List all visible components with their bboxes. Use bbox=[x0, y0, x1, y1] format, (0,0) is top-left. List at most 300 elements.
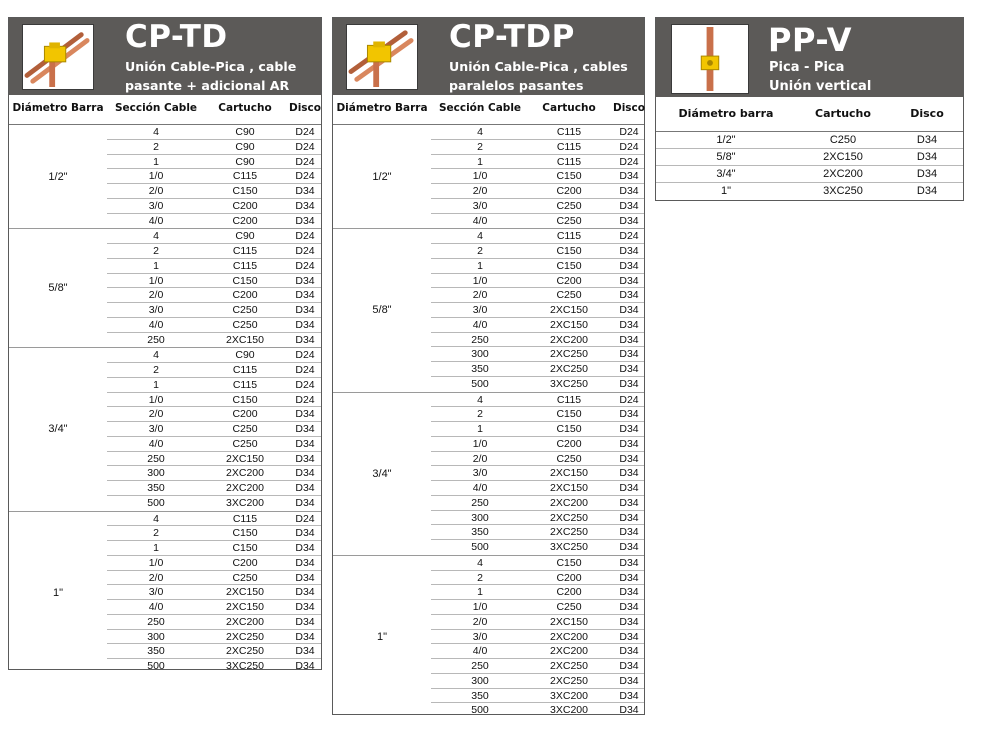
cartucho-cell: 2XC150 bbox=[550, 318, 588, 331]
seccion-cable-cell: 4/0 bbox=[472, 645, 488, 658]
table-row bbox=[431, 452, 644, 467]
table-row bbox=[107, 274, 321, 289]
cartucho-cell: C200 bbox=[232, 289, 258, 302]
cartucho-cell: C200 bbox=[556, 437, 582, 450]
disco-cell: D34 bbox=[619, 259, 639, 272]
disco-cell: D34 bbox=[619, 645, 639, 658]
disco-cell: D34 bbox=[295, 408, 315, 421]
table-row bbox=[107, 615, 321, 630]
cartucho-cell: C250 bbox=[232, 571, 258, 584]
table-row bbox=[431, 377, 644, 392]
cartucho-cell: 2XC250 bbox=[550, 674, 588, 687]
cartucho-cell: 2XC250 bbox=[550, 511, 588, 524]
cartucho-cell: 3XC250 bbox=[550, 541, 588, 553]
cartucho-cell: 2XC250 bbox=[550, 348, 588, 361]
disco-cell: D34 bbox=[619, 496, 639, 509]
diametro-cell: 1" bbox=[720, 185, 732, 197]
cp-td-panel bbox=[8, 17, 322, 670]
cartucho-cell: C150 bbox=[556, 423, 582, 435]
cp-tdp-subtitle-line-2: paralelos pasantes bbox=[449, 78, 584, 93]
cp-tdp-header bbox=[333, 18, 644, 95]
table-row bbox=[107, 184, 321, 199]
table-row bbox=[107, 452, 321, 467]
disco-cell: D34 bbox=[295, 199, 315, 212]
col-header-disco: Disco bbox=[288, 102, 321, 114]
table-row bbox=[431, 140, 644, 155]
cartucho-cell: C250 bbox=[232, 318, 258, 331]
cp-tdp-panel bbox=[332, 17, 645, 715]
cartucho-cell: C115 bbox=[556, 140, 582, 153]
seccion-cable-cell: 1 bbox=[477, 155, 483, 168]
disco-cell: D34 bbox=[619, 541, 639, 553]
table-row bbox=[431, 407, 644, 422]
pp-v-header bbox=[656, 18, 963, 97]
disco-cell: D34 bbox=[619, 199, 639, 212]
diameter-label: 1" bbox=[376, 630, 388, 643]
diametro-cell: 5/8" bbox=[716, 151, 736, 163]
seccion-cable-cell: 500 bbox=[147, 660, 165, 672]
seccion-cable-cell: 4/0 bbox=[148, 601, 164, 613]
seccion-cable-cell: 4/0 bbox=[148, 437, 164, 450]
disco-cell: D34 bbox=[619, 245, 639, 257]
table-row bbox=[107, 437, 321, 452]
seccion-cable-cell: 300 bbox=[471, 674, 489, 687]
table-row bbox=[107, 363, 321, 378]
cartucho-cell: C90 bbox=[235, 230, 255, 243]
cp-td-product-image bbox=[22, 24, 94, 90]
disco-cell: D34 bbox=[619, 304, 639, 316]
disco-cell: D34 bbox=[619, 289, 639, 302]
table-row bbox=[431, 703, 644, 718]
disco-cell: D34 bbox=[619, 482, 639, 494]
seccion-cable-cell: 4 bbox=[477, 126, 483, 138]
cartucho-cell: 2XC200 bbox=[226, 482, 264, 494]
table-row bbox=[107, 571, 321, 586]
cartucho-cell: C115 bbox=[232, 378, 258, 391]
table-row bbox=[107, 644, 321, 659]
seccion-cable-cell: 1/0 bbox=[148, 274, 164, 287]
disco-cell: D34 bbox=[295, 304, 315, 316]
col-header-diametro: Diámetro Barra bbox=[336, 102, 428, 114]
seccion-cable-cell: 3/0 bbox=[472, 199, 488, 212]
cartucho-cell: C200 bbox=[556, 274, 582, 287]
table-row bbox=[107, 526, 321, 541]
seccion-cable-cell: 350 bbox=[147, 482, 165, 494]
cartucho-cell: 2XC200 bbox=[226, 467, 264, 480]
table-row bbox=[107, 288, 321, 303]
seccion-cable-cell: 2 bbox=[153, 527, 159, 540]
disco-cell: D24 bbox=[295, 512, 315, 525]
seccion-cable-cell: 300 bbox=[471, 348, 489, 361]
disco-cell: D34 bbox=[295, 274, 315, 287]
table-row bbox=[656, 149, 963, 166]
cartucho-cell: C200 bbox=[556, 571, 582, 584]
seccion-cable-cell: 4/0 bbox=[148, 214, 164, 227]
cartucho-cell: 2XC250 bbox=[226, 630, 264, 643]
cartucho-cell: C200 bbox=[232, 199, 258, 212]
disco-cell: D34 bbox=[619, 467, 639, 480]
disco-cell: D34 bbox=[295, 542, 315, 554]
seccion-cable-cell: 300 bbox=[471, 511, 489, 524]
cp-tdp-table-header bbox=[333, 95, 644, 125]
disco-cell: D34 bbox=[916, 134, 938, 146]
seccion-cable-cell: 4 bbox=[477, 393, 483, 406]
table-row bbox=[431, 318, 644, 333]
seccion-cable-cell: 2 bbox=[477, 408, 483, 421]
cp-td-subtitle-line-2: pasante + adicional AR bbox=[125, 78, 290, 93]
cartucho-cell: C115 bbox=[556, 393, 582, 406]
table-row bbox=[107, 496, 321, 511]
disco-cell: D24 bbox=[295, 126, 315, 138]
disco-cell: D24 bbox=[619, 140, 639, 153]
seccion-cable-cell: 1 bbox=[153, 155, 159, 168]
cartucho-cell: C115 bbox=[556, 126, 582, 138]
seccion-cable-cell: 4 bbox=[153, 349, 159, 362]
disco-cell: D34 bbox=[619, 170, 639, 183]
table-row bbox=[431, 393, 644, 408]
table-row bbox=[431, 615, 644, 630]
cartucho-cell: 3XC200 bbox=[550, 704, 588, 717]
disco-cell: D24 bbox=[295, 378, 315, 391]
disco-cell: D34 bbox=[295, 496, 315, 509]
diameter-group bbox=[333, 125, 644, 229]
seccion-cable-cell: 1/0 bbox=[148, 170, 164, 183]
cartucho-cell: 2XC200 bbox=[550, 630, 588, 643]
cartucho-cell: 2XC200 bbox=[550, 496, 588, 509]
seccion-cable-cell: 1 bbox=[477, 423, 483, 435]
disco-cell: D34 bbox=[619, 601, 639, 613]
table-row bbox=[431, 496, 644, 511]
cp-td-subtitle bbox=[125, 57, 296, 95]
table-row bbox=[107, 140, 321, 155]
cartucho-cell: C250 bbox=[232, 437, 258, 450]
pp-v-table-body bbox=[656, 132, 963, 200]
table-row bbox=[431, 422, 644, 437]
cartucho-cell: C150 bbox=[556, 556, 582, 569]
disco-cell: D24 bbox=[295, 245, 315, 257]
disco-cell: D34 bbox=[295, 437, 315, 450]
disco-cell: D34 bbox=[619, 526, 639, 539]
diameter-group bbox=[9, 125, 321, 229]
seccion-cable-cell: 1/0 bbox=[472, 274, 488, 287]
col-header-disco: Disco bbox=[910, 107, 944, 120]
table-row bbox=[107, 348, 321, 363]
disco-cell: D34 bbox=[619, 615, 639, 628]
cartucho-cell: 2XC250 bbox=[550, 660, 588, 672]
disco-cell: D24 bbox=[295, 170, 315, 183]
seccion-cable-cell: 350 bbox=[471, 363, 489, 375]
seccion-cable-cell: 2/0 bbox=[148, 289, 164, 302]
table-row bbox=[431, 556, 644, 571]
disco-cell: D24 bbox=[295, 393, 315, 406]
seccion-cable-cell: 3/0 bbox=[472, 467, 488, 480]
diameter-label: 1/2" bbox=[372, 170, 392, 183]
cartucho-cell: C250 bbox=[829, 134, 857, 146]
disco-cell: D34 bbox=[295, 333, 315, 346]
table-row bbox=[431, 333, 644, 348]
cartucho-cell: C200 bbox=[232, 556, 258, 569]
seccion-cable-cell: 250 bbox=[471, 496, 489, 509]
cartucho-cell: C115 bbox=[232, 170, 258, 183]
table-row bbox=[431, 481, 644, 496]
table-row bbox=[107, 600, 321, 615]
disco-cell: D24 bbox=[295, 364, 315, 376]
table-row bbox=[431, 184, 644, 199]
table-row bbox=[431, 630, 644, 645]
seccion-cable-cell: 2 bbox=[153, 140, 159, 153]
disco-cell: D34 bbox=[916, 151, 938, 163]
cartucho-cell: 2XC200 bbox=[823, 168, 863, 180]
cartucho-cell: C90 bbox=[235, 126, 255, 138]
cartucho-cell: 2XC150 bbox=[226, 333, 264, 346]
table-row bbox=[107, 229, 321, 244]
pp-v-table-header bbox=[656, 97, 963, 132]
seccion-cable-cell: 4 bbox=[153, 230, 159, 243]
seccion-cable-cell: 2/0 bbox=[148, 185, 164, 197]
seccion-cable-cell: 250 bbox=[147, 615, 165, 628]
table-row bbox=[107, 259, 321, 274]
cartucho-cell: C250 bbox=[232, 304, 258, 316]
disco-cell: D34 bbox=[295, 601, 315, 613]
table-row bbox=[431, 347, 644, 362]
disco-cell: D34 bbox=[619, 556, 639, 569]
table-row bbox=[107, 303, 321, 318]
col-header-disco: Disco bbox=[612, 102, 645, 114]
disco-cell: D34 bbox=[295, 630, 315, 643]
diametro-cell: 3/4" bbox=[716, 168, 736, 180]
cp-tdp-table-body bbox=[333, 125, 644, 718]
cartucho-cell: C150 bbox=[556, 170, 582, 183]
seccion-cable-cell: 3/0 bbox=[148, 304, 164, 316]
disco-cell: D34 bbox=[619, 377, 639, 390]
seccion-cable-cell: 3/0 bbox=[148, 423, 164, 435]
disco-cell: D34 bbox=[295, 423, 315, 435]
table-row bbox=[431, 571, 644, 586]
table-row bbox=[431, 585, 644, 600]
cartucho-cell: 2XC150 bbox=[823, 151, 863, 163]
seccion-cable-cell: 2/0 bbox=[148, 408, 164, 421]
table-row bbox=[431, 214, 644, 229]
table-row bbox=[431, 274, 644, 289]
seccion-cable-cell: 2 bbox=[153, 364, 159, 376]
cartucho-cell: 2XC250 bbox=[550, 363, 588, 375]
pp-v-product-image bbox=[671, 24, 749, 94]
diameter-group bbox=[9, 229, 321, 348]
cartucho-cell: C200 bbox=[232, 408, 258, 421]
cartucho-cell: C150 bbox=[232, 393, 258, 406]
table-row bbox=[656, 183, 963, 200]
table-row bbox=[107, 169, 321, 184]
seccion-cable-cell: 1/0 bbox=[472, 170, 488, 183]
table-row bbox=[431, 437, 644, 452]
table-row bbox=[431, 511, 644, 526]
table-row bbox=[107, 125, 321, 140]
seccion-cable-cell: 250 bbox=[471, 660, 489, 672]
pp-v-subtitle bbox=[769, 58, 871, 96]
cartucho-cell: C115 bbox=[556, 230, 582, 243]
disco-cell: D34 bbox=[295, 645, 315, 658]
seccion-cable-cell: 1/0 bbox=[148, 556, 164, 569]
table-row bbox=[107, 333, 321, 348]
cartucho-cell: C150 bbox=[556, 259, 582, 272]
col-header-diametro: Diámetro Barra bbox=[12, 102, 104, 114]
seccion-cable-cell: 1 bbox=[153, 542, 159, 554]
disco-cell: D34 bbox=[295, 318, 315, 331]
table-row bbox=[431, 674, 644, 689]
cp-td-header bbox=[9, 18, 321, 95]
cartucho-cell: 2XC200 bbox=[226, 615, 264, 628]
cartucho-cell: 2XC150 bbox=[550, 615, 588, 628]
table-row bbox=[107, 199, 321, 214]
seccion-cable-cell: 2 bbox=[477, 140, 483, 153]
table-row bbox=[107, 630, 321, 645]
cartucho-cell: C90 bbox=[235, 155, 255, 168]
disco-cell: D24 bbox=[295, 155, 315, 168]
seccion-cable-cell: 2/0 bbox=[472, 185, 488, 197]
cartucho-cell: C200 bbox=[556, 185, 582, 197]
disco-cell: D34 bbox=[295, 214, 315, 227]
pp-v-subtitle-line-2: Unión vertical bbox=[769, 79, 872, 94]
disco-cell: D34 bbox=[295, 482, 315, 494]
table-row bbox=[107, 466, 321, 481]
disco-cell: D34 bbox=[619, 185, 639, 197]
disco-cell: D24 bbox=[619, 230, 639, 243]
cp-td-table-body bbox=[9, 125, 321, 674]
disco-cell: D34 bbox=[619, 423, 639, 435]
disco-cell: D34 bbox=[619, 363, 639, 375]
table-row bbox=[431, 659, 644, 674]
seccion-cable-cell: 350 bbox=[471, 689, 489, 702]
seccion-cable-cell: 250 bbox=[147, 452, 165, 465]
disco-cell: D34 bbox=[619, 452, 639, 465]
pp-v-title: PP-V bbox=[768, 21, 853, 59]
disco-cell: D34 bbox=[619, 660, 639, 672]
seccion-cable-cell: 2 bbox=[477, 571, 483, 584]
col-header-diametro: Diámetro barra bbox=[678, 107, 774, 120]
table-row bbox=[107, 244, 321, 259]
cartucho-cell: C250 bbox=[556, 289, 582, 302]
cartucho-cell: C115 bbox=[232, 259, 258, 272]
disco-cell: D24 bbox=[295, 259, 315, 272]
seccion-cable-cell: 3/0 bbox=[148, 586, 164, 599]
cartucho-cell: C115 bbox=[556, 155, 582, 168]
table-row bbox=[431, 525, 644, 540]
cartucho-cell: C150 bbox=[232, 542, 258, 554]
disco-cell: D34 bbox=[619, 586, 639, 599]
seccion-cable-cell: 3/0 bbox=[472, 630, 488, 643]
cartucho-cell: 2XC150 bbox=[226, 586, 264, 599]
table-row bbox=[431, 244, 644, 259]
col-header-cartucho: Cartucho bbox=[218, 102, 272, 114]
pp-v-panel bbox=[655, 17, 964, 201]
disco-cell: D34 bbox=[619, 689, 639, 702]
table-row bbox=[107, 407, 321, 422]
table-row bbox=[431, 689, 644, 704]
disco-cell: D24 bbox=[295, 140, 315, 153]
cartucho-cell: C250 bbox=[556, 199, 582, 212]
diameter-group bbox=[333, 393, 644, 556]
col-header-seccion: Sección Cable bbox=[114, 102, 198, 114]
diameter-label: 5/8" bbox=[48, 282, 68, 295]
seccion-cable-cell: 300 bbox=[147, 630, 165, 643]
cartucho-cell: C150 bbox=[556, 408, 582, 421]
seccion-cable-cell: 250 bbox=[471, 333, 489, 346]
table-row bbox=[431, 125, 644, 140]
table-row bbox=[107, 422, 321, 437]
seccion-cable-cell: 2/0 bbox=[472, 615, 488, 628]
table-row bbox=[107, 556, 321, 571]
disco-cell: D34 bbox=[619, 511, 639, 524]
disco-cell: D34 bbox=[619, 674, 639, 687]
seccion-cable-cell: 4/0 bbox=[472, 482, 488, 494]
cp-td-subtitle-line-1: Unión Cable-Pica , cable bbox=[125, 59, 297, 74]
disco-cell: D34 bbox=[295, 452, 315, 465]
table-row bbox=[107, 481, 321, 496]
seccion-cable-cell: 2/0 bbox=[472, 452, 488, 465]
disco-cell: D34 bbox=[619, 408, 639, 421]
table-row bbox=[656, 166, 963, 183]
cp-td-table-header bbox=[9, 95, 321, 125]
seccion-cable-cell: 4 bbox=[153, 126, 159, 138]
table-row bbox=[431, 199, 644, 214]
cartucho-cell: 3XC200 bbox=[550, 689, 588, 702]
disco-cell: D34 bbox=[619, 437, 639, 450]
table-row bbox=[656, 132, 963, 149]
seccion-cable-cell: 1 bbox=[153, 259, 159, 272]
cartucho-cell: C200 bbox=[556, 586, 582, 599]
diameter-label: 3/4" bbox=[48, 423, 68, 436]
disco-cell: D34 bbox=[295, 571, 315, 584]
table-row bbox=[431, 169, 644, 184]
table-row bbox=[107, 512, 321, 527]
seccion-cable-cell: 350 bbox=[147, 645, 165, 658]
disco-cell: D34 bbox=[619, 318, 639, 331]
col-header-cartucho: Cartucho bbox=[815, 107, 871, 120]
diametro-cell: 1/2" bbox=[716, 134, 736, 146]
cartucho-cell: C150 bbox=[232, 527, 258, 540]
disco-cell: D34 bbox=[916, 168, 938, 180]
cartucho-cell: 2XC150 bbox=[550, 304, 588, 316]
cp-tdp-title: CP-TDP bbox=[449, 19, 575, 55]
cartucho-cell: C115 bbox=[232, 245, 258, 257]
cartucho-cell: C200 bbox=[232, 214, 258, 227]
disco-cell: D34 bbox=[916, 185, 938, 197]
diameter-group bbox=[333, 229, 644, 392]
table-row bbox=[431, 259, 644, 274]
cartucho-cell: 2XC250 bbox=[226, 645, 264, 658]
cp-tdp-subtitle bbox=[449, 57, 628, 95]
table-row bbox=[107, 155, 321, 170]
disco-cell: D34 bbox=[619, 704, 639, 717]
cartucho-cell: C115 bbox=[232, 512, 258, 525]
seccion-cable-cell: 4/0 bbox=[148, 318, 164, 331]
cartucho-cell: C250 bbox=[556, 601, 582, 613]
disco-cell: D34 bbox=[295, 289, 315, 302]
seccion-cable-cell: 1 bbox=[477, 586, 483, 599]
seccion-cable-cell: 1/0 bbox=[472, 601, 488, 613]
seccion-cable-cell: 4 bbox=[477, 556, 483, 569]
table-row bbox=[107, 659, 321, 674]
pp-v-subtitle-line-1: Pica - Pica bbox=[769, 60, 845, 75]
diameter-group bbox=[333, 556, 644, 718]
cartucho-cell: C90 bbox=[235, 349, 255, 362]
seccion-cable-cell: 2 bbox=[477, 245, 483, 257]
cartucho-cell: C250 bbox=[232, 423, 258, 435]
diameter-group bbox=[9, 348, 321, 511]
cartucho-cell: 3XC200 bbox=[226, 496, 264, 509]
disco-cell: D24 bbox=[619, 155, 639, 168]
table-row bbox=[107, 541, 321, 556]
